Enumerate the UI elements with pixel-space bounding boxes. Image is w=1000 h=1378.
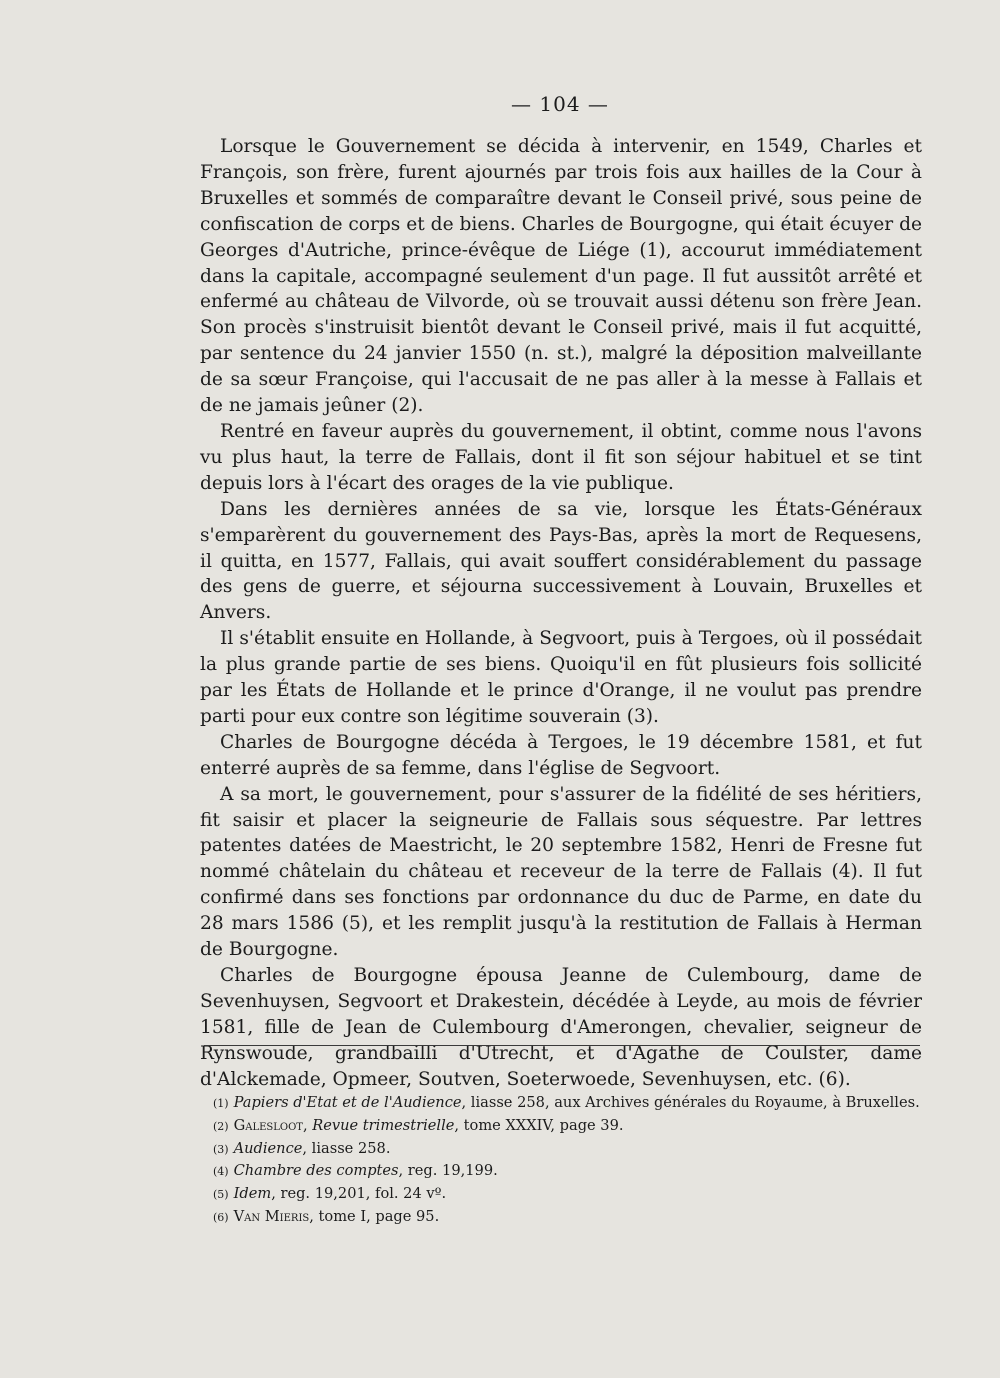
footnote-author: Galesloot [233, 1116, 303, 1134]
footnote-number: (6) [213, 1210, 229, 1224]
footnote-title: Audience [233, 1139, 303, 1157]
footnote-number: (4) [213, 1165, 229, 1179]
footnote-title: Chambre des comptes [233, 1162, 399, 1180]
footnote [213, 1138, 925, 1161]
footnote-number: (2) [213, 1119, 229, 1133]
footnote-text: , tome XXXIV, page 39. [454, 1116, 624, 1134]
footnote-text: , reg. 19,201, fol. 24 vº. [271, 1185, 447, 1203]
footnote [213, 1160, 925, 1183]
footnote-separator: , [302, 1116, 313, 1134]
footnote-number: (1) [213, 1097, 229, 1110]
footnote-author: Van Mieris [233, 1207, 310, 1225]
footnote-text: , liasse 258. [302, 1139, 391, 1157]
footnote-text: , liasse 258, aux Archives générales du Royaume, à Bruxelles. [461, 1094, 920, 1111]
footnotes [213, 1092, 925, 1229]
footnote [213, 1092, 925, 1115]
body-text [200, 134, 922, 1093]
footnote-number: (3) [213, 1142, 229, 1156]
footnote-number: (5) [213, 1188, 229, 1202]
footnote-title: Idem [233, 1185, 272, 1203]
footnote-text: , tome I, page 95. [309, 1207, 440, 1225]
paragraph: Il s'établit ensuite en Hollande, à Segvoort, puis à Tergoes, où il possédait la plus grande partie de ses biens. Quoiqu'il en fût plusieurs fois sollicité par les États de Hollande et le prince d'Orange, il ne voulut pas prendre parti pour eux contre son légitime souverain (3). [200, 628, 922, 727]
paragraph: Charles de Bourgogne épousa Jeanne de Culembourg, dame de Sevenhuysen, Segvoort et Drakestein, décédée à Leyde, au mois de février 1581, fille de Jean de Culembourg d'Amerongen, chevalier, seigneur de Rynswoude, grandbailli d'Utrecht, et d'Agathe de Coulster, dame d'Alckemade, Opmeer, Soutven, Soeterwoede, Sevenhuysen, etc. (6). [200, 965, 922, 1090]
footnote-title: Papiers d'Etat et de l'Audience [233, 1094, 462, 1111]
footnote [213, 1206, 925, 1229]
footnote-text: , reg. 19,199. [398, 1162, 498, 1180]
footnote [213, 1115, 925, 1138]
footnote [213, 1183, 925, 1206]
paragraph: A sa mort, le gouvernement, pour s'assurer de la fidélité de ses héritiers, fit saisir et placer la seigneurie de Fallais sous séquestre. Par lettres patentes datées de Maestricht, le 20 septembre 1582, Henri de Fresne fut nommé châtelain du château et receveur de la terre de Fallais (4). Il fut confirmé dans ses fonctions par ordonnance du duc de Parme, en date du 28 mars 1586 (5), et les remplit jusqu'à la restitution de Fallais à Herman de Bourgogne. [200, 783, 922, 961]
paragraph: Rentré en faveur auprès du gouvernement, il obtint, comme nous l'avons vu plus haut, la terre de Fallais, dont il fit son séjour habituel et se tint depuis lors à l'écart des orages de la vie publique. [200, 420, 922, 494]
paragraph: Charles de Bourgogne décéda à Tergoes, le 19 décembre 1581, et fut enterré auprès de sa femme, dans l'église de Segvoort. [200, 731, 922, 779]
footnote-title: Revue trimestrielle [312, 1116, 455, 1134]
footnote-divider [204, 1045, 920, 1046]
page-number: — 104 — [511, 92, 609, 116]
paragraph: Lorsque le Gouvernement se décida à intervenir, en 1549, Charles et François, son frère, furent ajournés par trois fois aux hailles de la Cour à Bruxelles et sommés de comparaître devant le Conseil privé, sous peine de confiscation de corps et de biens. Charles de Bourgogne, qui était écuyer de Georges d'Autriche, prince-évêque de Liége (1), accourut immédiatement dans la capitale, accompagné seulement d'un page. Il fut aussitôt arrêté et enfermé au château de Vilvorde, où se trouvait aussi détenu son frère Jean. Son procès s'instruisit bientôt devant le Conseil privé, mais il fut acquitté, par sentence du 24 janvier 1550 (n. st.), malgré la déposition malveillante de sa sœur Françoise, qui l'accusait de ne pas aller à la messe à Fallais et de ne jamais jeûner (2). [200, 136, 922, 417]
paragraph: Dans les dernières années de sa vie, lorsque les États-Généraux s'emparèrent du gouvernement des Pays-Bas, après la mort de Requesens, il quitta, en 1577, Fallais, qui avait souffert considérablement du passage des gens de guerre, et séjourna successivement à Louvain, Bruxelles et Anvers. [200, 498, 922, 624]
